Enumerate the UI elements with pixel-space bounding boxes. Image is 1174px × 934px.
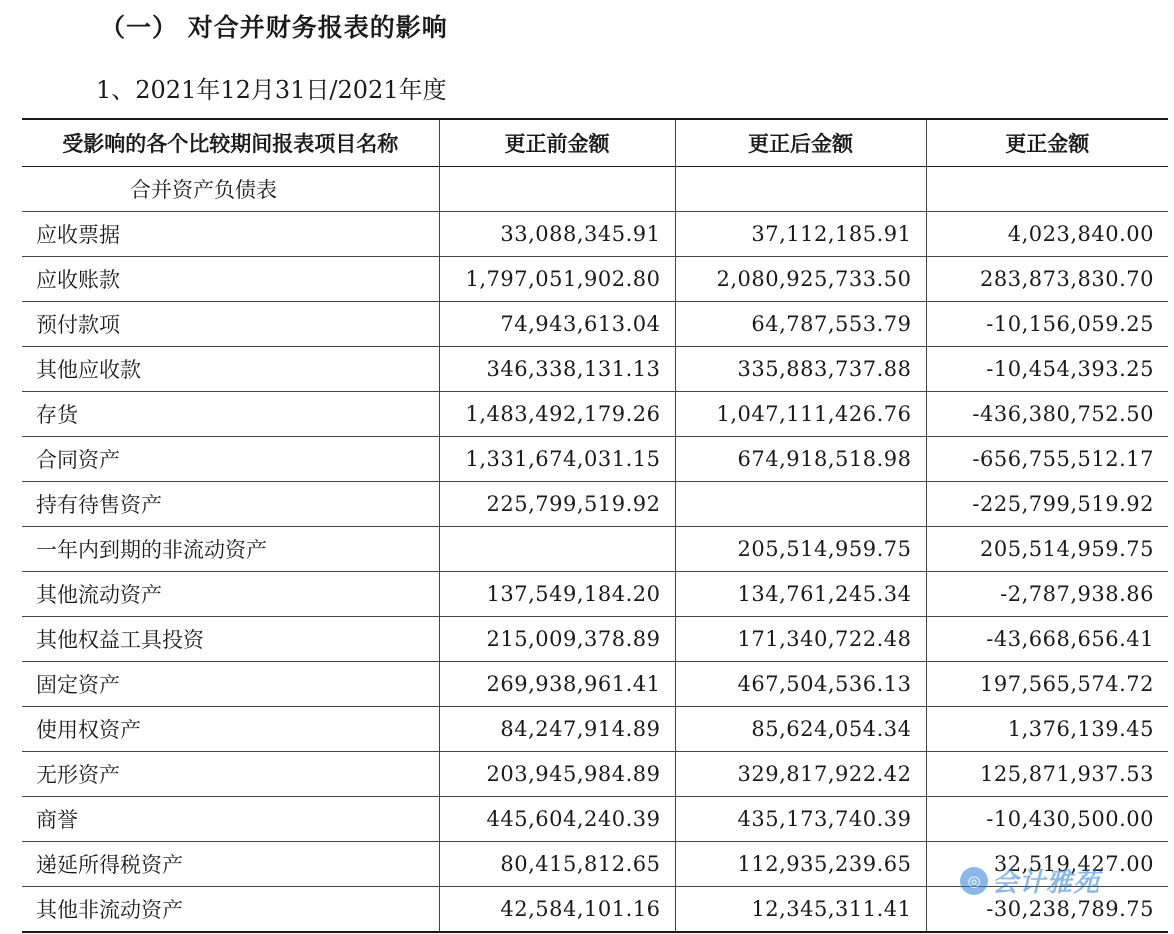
row-before-amount: 84,247,914.89 [439, 707, 675, 752]
row-item-name: 预付款项 [22, 302, 439, 347]
row-change-amount: 4,023,840.00 [926, 212, 1168, 257]
table-row [22, 347, 1168, 392]
row-item-name: 一年内到期的非流动资产 [22, 527, 439, 572]
row-change-amount: -10,156,059.25 [926, 302, 1168, 347]
row-after-amount: 335,883,737.88 [675, 347, 926, 392]
restatement-table [22, 118, 1168, 933]
row-item-name: 其他非流动资产 [22, 887, 439, 933]
header-after-amount: 更正后金额 [675, 119, 926, 167]
row-after-amount: 112,935,239.65 [675, 842, 926, 887]
table-row [22, 437, 1168, 482]
table-header-row [22, 119, 1168, 167]
row-change-amount: 32,519,427.00 [926, 842, 1168, 887]
row-item-name: 其他应收款 [22, 347, 439, 392]
row-before-amount: 346,338,131.13 [439, 347, 675, 392]
row-change-amount: 205,514,959.75 [926, 527, 1168, 572]
row-item-name: 递延所得税资产 [22, 842, 439, 887]
row-after-amount: 85,624,054.34 [675, 707, 926, 752]
row-after-amount: 37,112,185.91 [675, 212, 926, 257]
row-change-amount: -10,454,393.25 [926, 347, 1168, 392]
row-item-name: 商誉 [22, 797, 439, 842]
row-item-name: 应收票据 [22, 212, 439, 257]
table-row [22, 572, 1168, 617]
row-before-amount: 203,945,984.89 [439, 752, 675, 797]
row-before-amount: 1,331,674,031.15 [439, 437, 675, 482]
row-before-amount: 215,009,378.89 [439, 617, 675, 662]
row-before-amount: 445,604,240.39 [439, 797, 675, 842]
table-row [22, 212, 1168, 257]
row-before-amount: 1,797,051,902.80 [439, 257, 675, 302]
table-row [22, 527, 1168, 572]
row-after-amount: 435,173,740.39 [675, 797, 926, 842]
period-subheading: 1、2021年12月31日/2021年度 [96, 76, 447, 104]
section-label: 合并资产负债表 [22, 167, 439, 212]
table-row [22, 392, 1168, 437]
row-item-name: 无形资产 [22, 752, 439, 797]
table-row [22, 887, 1168, 933]
row-change-amount: -656,755,512.17 [926, 437, 1168, 482]
table-row [22, 302, 1168, 347]
row-before-amount: 137,549,184.20 [439, 572, 675, 617]
row-item-name: 固定资产 [22, 662, 439, 707]
row-after-amount: 134,761,245.34 [675, 572, 926, 617]
section-heading: （一） 对合并财务报表的影响 [100, 13, 448, 42]
circle-logo-icon: ◎ [960, 867, 988, 895]
table-row [22, 842, 1168, 887]
table-row [22, 707, 1168, 752]
table-row [22, 797, 1168, 842]
watermark-text: 会计雅苑 [992, 868, 1101, 898]
row-after-amount: 2,080,925,733.50 [675, 257, 926, 302]
section-row [22, 167, 1168, 212]
row-item-name: 应收账款 [22, 257, 439, 302]
row-before-amount: 269,938,961.41 [439, 662, 675, 707]
row-after-amount: 329,817,922.42 [675, 752, 926, 797]
row-after-amount: 467,504,536.13 [675, 662, 926, 707]
table-row [22, 752, 1168, 797]
row-change-amount: 1,376,139.45 [926, 707, 1168, 752]
section-empty-cell [926, 167, 1168, 212]
table-row [22, 482, 1168, 527]
table-row [22, 662, 1168, 707]
row-change-amount: 125,871,937.53 [926, 752, 1168, 797]
row-before-amount: 33,088,345.91 [439, 212, 675, 257]
header-change-amount: 更正金额 [926, 119, 1168, 167]
row-change-amount: 197,565,574.72 [926, 662, 1168, 707]
row-before-amount: 225,799,519.92 [439, 482, 675, 527]
row-item-name: 其他权益工具投资 [22, 617, 439, 662]
row-change-amount: 283,873,830.70 [926, 257, 1168, 302]
row-before-amount: 1,483,492,179.26 [439, 392, 675, 437]
row-change-amount: -30,238,789.75 [926, 887, 1168, 933]
row-after-amount [675, 482, 926, 527]
row-after-amount: 64,787,553.79 [675, 302, 926, 347]
section-empty-cell [439, 167, 675, 212]
row-item-name: 使用权资产 [22, 707, 439, 752]
row-before-amount: 74,943,613.04 [439, 302, 675, 347]
header-item-name: 受影响的各个比较期间报表项目名称 [22, 119, 439, 167]
row-after-amount: 205,514,959.75 [675, 527, 926, 572]
table-row [22, 257, 1168, 302]
row-change-amount: -436,380,752.50 [926, 392, 1168, 437]
row-before-amount: 42,584,101.16 [439, 887, 675, 933]
row-before-amount [439, 527, 675, 572]
row-item-name: 持有待售资产 [22, 482, 439, 527]
row-after-amount: 12,345,311.41 [675, 887, 926, 933]
row-after-amount: 171,340,722.48 [675, 617, 926, 662]
row-change-amount: -10,430,500.00 [926, 797, 1168, 842]
row-before-amount: 80,415,812.65 [439, 842, 675, 887]
row-after-amount: 674,918,518.98 [675, 437, 926, 482]
row-after-amount: 1,047,111,426.76 [675, 392, 926, 437]
table-row [22, 617, 1168, 662]
row-item-name: 其他流动资产 [22, 572, 439, 617]
row-item-name: 存货 [22, 392, 439, 437]
row-item-name: 合同资产 [22, 437, 439, 482]
section-empty-cell [675, 167, 926, 212]
header-before-amount: 更正前金额 [439, 119, 675, 167]
row-change-amount: -225,799,519.92 [926, 482, 1168, 527]
row-change-amount: -43,668,656.41 [926, 617, 1168, 662]
row-change-amount: -2,787,938.86 [926, 572, 1168, 617]
